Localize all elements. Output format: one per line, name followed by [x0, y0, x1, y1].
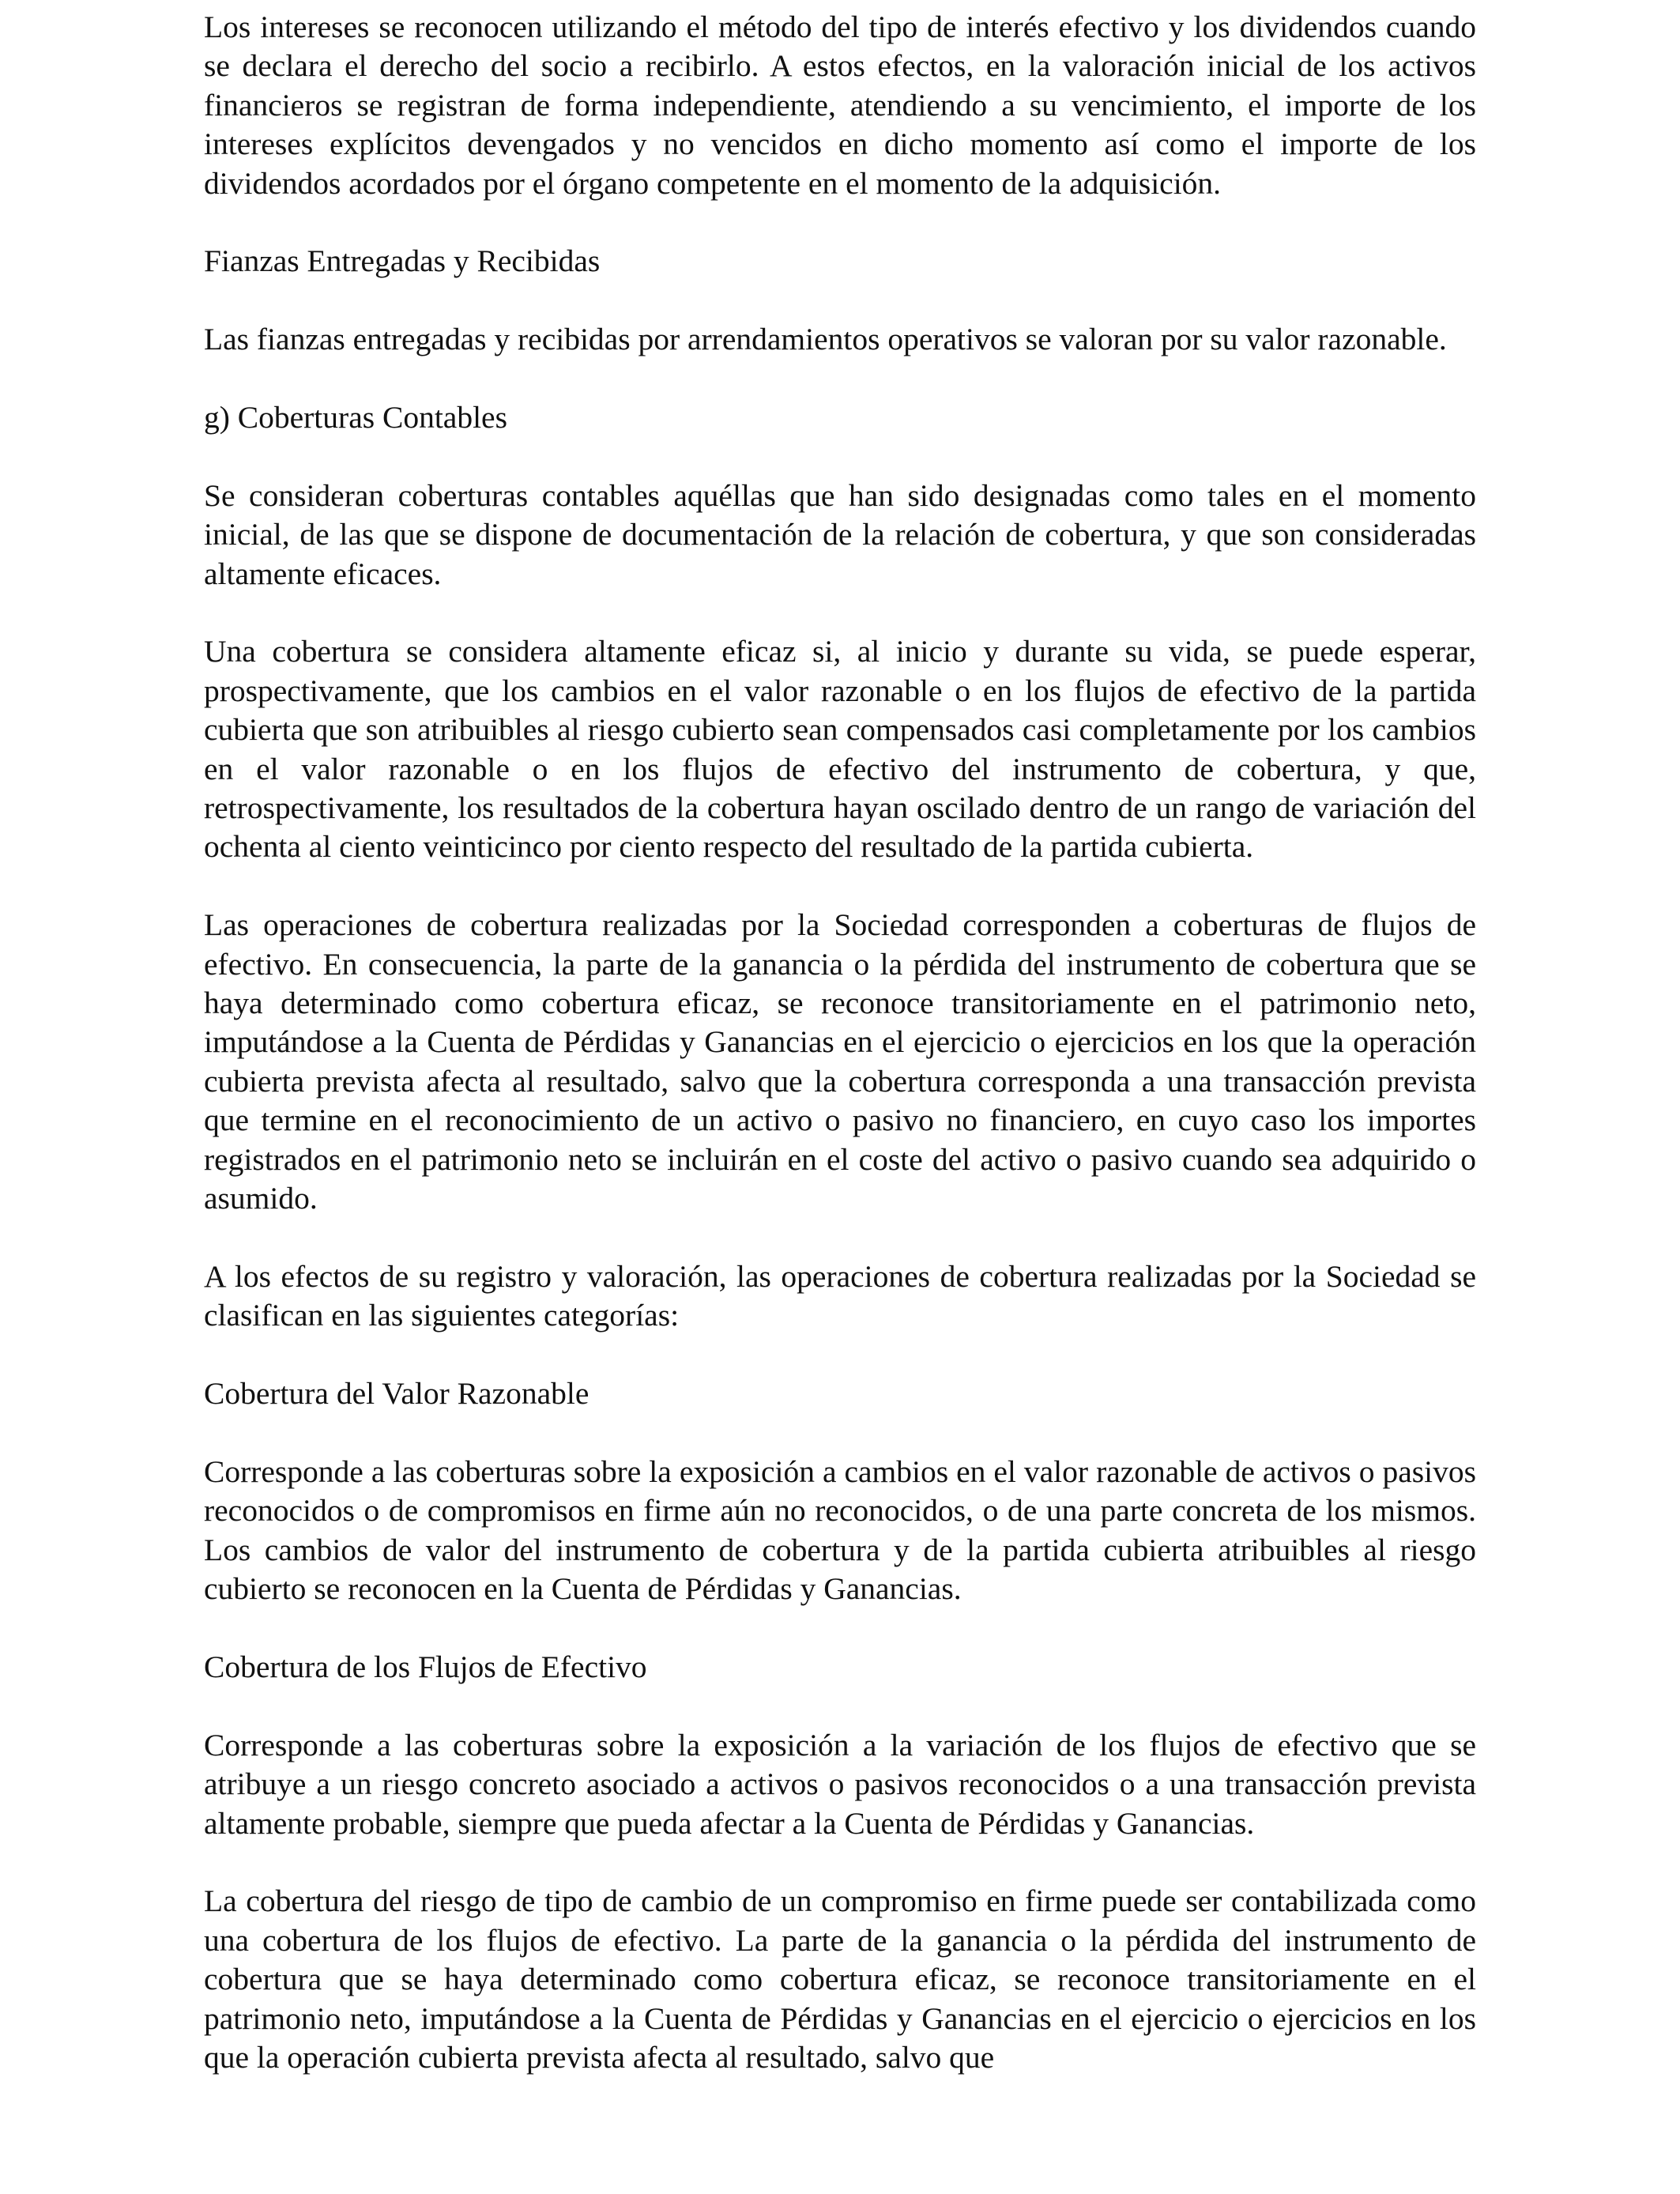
document-page	[204, 8, 1476, 2077]
paragraph-categorias: A los efectos de su registro y valoración, las operaciones de cobertura realizadas por la Sociedad se clasifican en las siguientes categorías:	[204, 1258, 1476, 1333]
paragraph-valor-razonable: Corresponde a las coberturas sobre la exposición a cambios en el valor razonable de activos o pasivos reconocidos o de compromisos en firme aún no reconocidos, o de una parte concreta de los mismos. Los cambios de valor del instrumento de cobertura y de la partida cubierta atribuibles al riesgo cubierto se reconocen en la Cuenta de Pérdidas y Ganancias.	[204, 1453, 1476, 1607]
heading-coberturas-contables: g) Coberturas Contables	[204, 400, 507, 435]
paragraph-fianzas: Las fianzas entregadas y recibidas por arrendamientos operativos se valoran por su valor razonable.	[204, 322, 1447, 357]
paragraph-cobertura-eficaz: Una cobertura se considera altamente eficaz si, al inicio y durante su vida, se puede esperar, prospectivamente, que los cambios en el valor razonable o en los flujos de efectivo de la partida cubierta que son atribuibles al riesgo cubierto sean compensados casi completamente por los cambios en el valor razonable o en los flujos de efectivo del instrumento de cobertura, y que, retrospectivamente, los resultados de la cobertura hayan oscilado dentro de un rango de variación del ochenta al ciento veinticinco por ciento respecto del resultado de la partida cubierta.	[204, 634, 1476, 865]
paragraph-coberturas-definicion: Se consideran coberturas contables aquéllas que han sido designadas como tales en el momento inicial, de las que se dispone de documentación de la relación de cobertura, y que son consideradas altamente eficaces.	[204, 477, 1476, 591]
paragraph-intereses-dividendos: Los intereses se reconocen utilizando el método del tipo de interés efectivo y los dividendos cuando se declara el derecho del socio a recibirlo. A estos efectos, en la valoración inicial de los activos financieros se registran de forma independiente, atendiendo a su vencimiento, el importe de los intereses explícitos devengados y no vencidos en dicho momento así como el importe de los dividendos acordados por el órgano competente en el momento de la adquisición.	[204, 9, 1476, 201]
heading-fianzas: Fianzas Entregadas y Recibidas	[204, 243, 601, 279]
heading-flujos-efectivo: Cobertura de los Flujos de Efectivo	[204, 1649, 647, 1684]
paragraph-flujos-efectivo: Corresponde a las coberturas sobre la exposición a la variación de los flujos de efectivo que se atribuye a un riesgo concreto asociado a activos o pasivos reconocidos o a una transacción prevista altamente probable, siempre que pueda afectar a la Cuenta de Pérdidas y Ganancias.	[204, 1727, 1476, 1841]
paragraph-tipo-cambio: La cobertura del riesgo de tipo de cambio de un compromiso en firme puede ser contabilizada como una cobertura de los flujos de efectivo. La parte de la ganancia o la pérdida del instrumento de cobertura que se haya determinado como cobertura eficaz, se reconoce transitoriamente en el patrimonio neto, imputándose a la Cuenta de Pérdidas y Ganancias en el ejercicio o ejercicios en los que la operación cubierta prevista afecta al resultado, salvo que	[204, 1883, 1476, 2075]
paragraph-operaciones-cobertura: Las operaciones de cobertura realizadas por la Sociedad corresponden a coberturas de flujos de efectivo. En consecuencia, la parte de la ganancia o la pérdida del instrumento de cobertura que se haya determinado como cobertura eficaz, se reconoce transitoriamente en el patrimonio neto, imputándose a la Cuenta de Pérdidas y Ganancias en el ejercicio o ejercicios en los que la operación cubierta prevista afecta al resultado, salvo que la cobertura corresponda a una transacción prevista que termine en el reconocimiento de un activo o pasivo no financiero, en cuyo caso los importes registrados en el patrimonio neto se incluirán en el coste del activo o pasivo cuando sea adquirido o asumido.	[204, 907, 1476, 1216]
heading-valor-razonable: Cobertura del Valor Razonable	[204, 1376, 590, 1412]
